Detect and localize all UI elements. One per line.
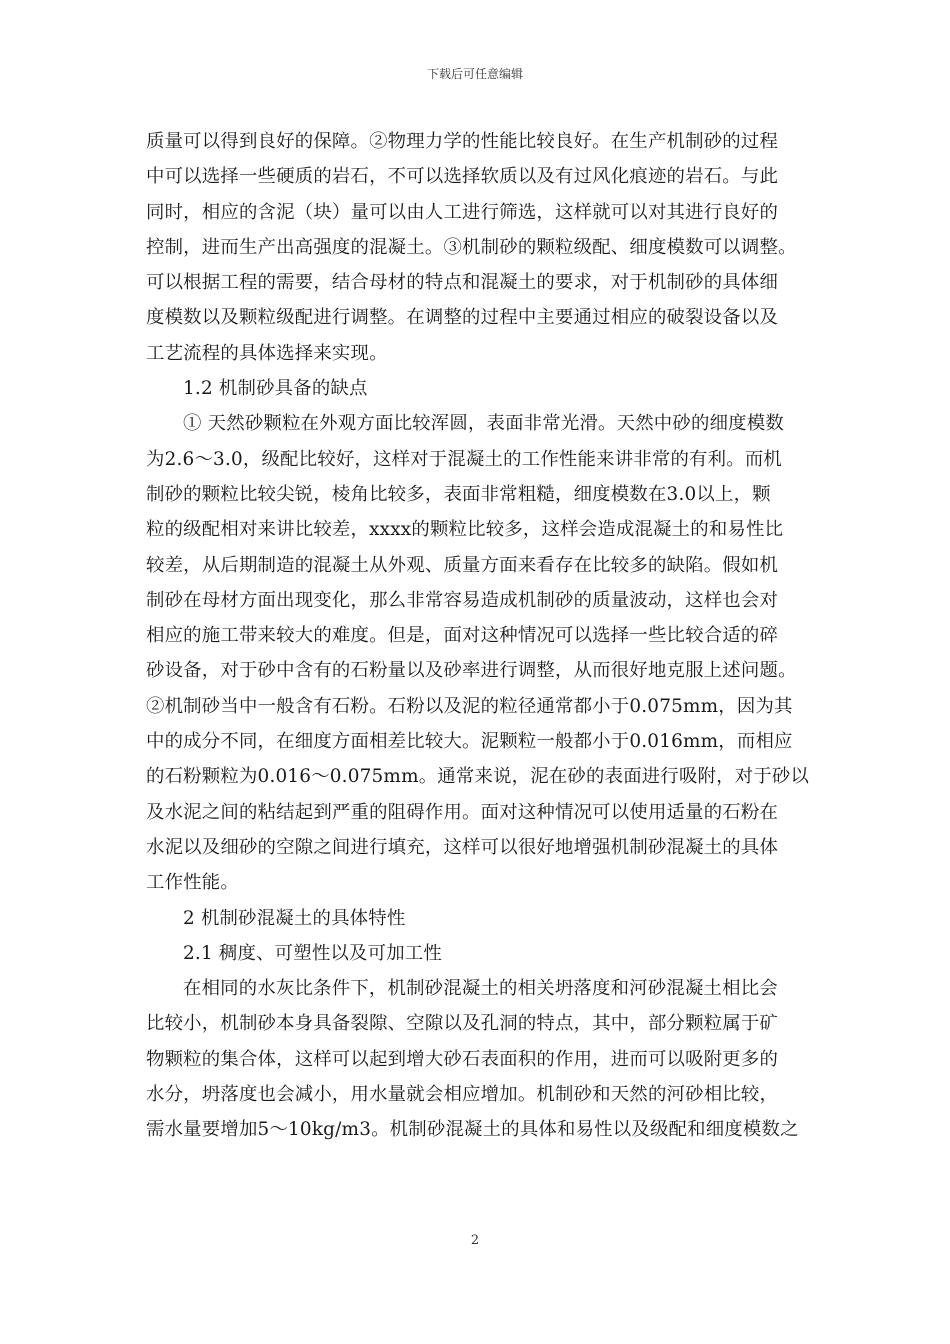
page-number: 2: [470, 1233, 480, 1248]
text-line: 在相同的水灰比条件下，机制砂混凝土的相关坍落度和河砂混凝土相比会: [183, 978, 778, 1000]
text-line: 为2.6～3.0，级配比较好，这样对于混凝土的工作性能来讲非常的有利。而机: [146, 448, 783, 470]
text-line: 砂设备，对于砂中含有的石粉量以及砂率进行调整，从而很好地克服上述问题。: [146, 660, 797, 682]
text-line: 水泥以及细砂的空隙之间进行填充，这样可以很好地增强机制砂混凝土的具体: [146, 836, 779, 858]
text-line: 中可以选择一些硬质的岩石，不可以选择软质以及有过风化痕迹的岩石。与此: [146, 166, 779, 188]
text-line: 粒的级配相对来讲比较差，xxxx的颗粒比较多，这样会造成混凝土的和易性比: [146, 519, 784, 541]
text-line: ① 天然砂颗粒在外观方面比较浑圆，表面非常光滑。天然中砂的细度模数: [183, 413, 784, 435]
text-line: 度模数以及颗粒级配进行调整。在调整的过程中主要通过相应的破裂设备以及: [146, 307, 779, 329]
text-line: 中的成分不同，在细度方面相差比较大。泥颗粒一般都小于0.016mm，而相应: [146, 731, 793, 753]
text-line: ②机制砂当中一般含有石粉。石粉以及泥的粒径通常都小于0.075mm，因为其: [146, 695, 793, 717]
text-line: 需水量要增加5～10kg/m3。机制砂混凝土的具体和易性以及级配和细度模数之: [146, 1119, 799, 1141]
document-body: [146, 124, 810, 1148]
text-line: 的石粉颗粒为0.016～0.075mm。通常来说，泥在砂的表面进行吸附，对于砂以: [146, 766, 810, 788]
text-line: 2.1 稠度、可塑性以及可加工性: [183, 942, 442, 964]
text-line: 质量可以得到良好的保障。②物理力学的性能比较良好。在生产机制砂的过程: [146, 131, 779, 152]
text-line: 工作性能。: [146, 872, 239, 894]
text-line: 制砂的颗粒比较尖锐，棱角比较多，表面非常粗糙，细度模数在3.0以上，颗: [146, 483, 771, 505]
text-line: 工艺流程的具体选择来实现。: [146, 342, 388, 364]
text-line: 控制，进而生产出高强度的混凝土。③机制砂的颗粒级配、细度模数可以调整。: [146, 236, 797, 258]
text-line: 水分，坍落度也会减小，用水量就会相应增加。机制砂和天然的河砂相比较，: [146, 1084, 779, 1106]
text-line: 物颗粒的集合体，这样可以起到增大砂石表面积的作用，进而可以吸附更多的: [146, 1048, 779, 1070]
text-line: 同时，相应的含泥（块）量可以由人工进行筛选，这样就可以对其进行良好的: [146, 201, 779, 223]
page-header: 下载后可任意编辑: [426, 67, 523, 81]
text-line: 1.2 机制砂具备的缺点: [183, 378, 368, 400]
text-line: 制砂在母材方面出现变化，那么非常容易造成机制砂的质量波动，这样也会对: [146, 589, 779, 611]
text-line: 2 机制砂混凝土的具体特性: [183, 907, 406, 929]
text-line: 相应的施工带来较大的难度。但是，面对这种情况可以选择一些比较合适的碎: [146, 625, 779, 647]
text-line: 较差，从后期制造的混凝土从外观、质量方面来看存在比较多的缺陷。假如机: [146, 554, 779, 576]
text-line: 比较小，机制砂本身具备裂隙、空隙以及孔洞的特点，其中，部分颗粒属于矿: [146, 1013, 779, 1035]
text-line: 及水泥之间的粘结起到严重的阻碍作用。面对这种情况可以使用适量的石粉在: [146, 801, 779, 823]
text-line: 可以根据工程的需要，结合母材的特点和混凝土的要求，对于机制砂的具体细: [146, 272, 779, 294]
